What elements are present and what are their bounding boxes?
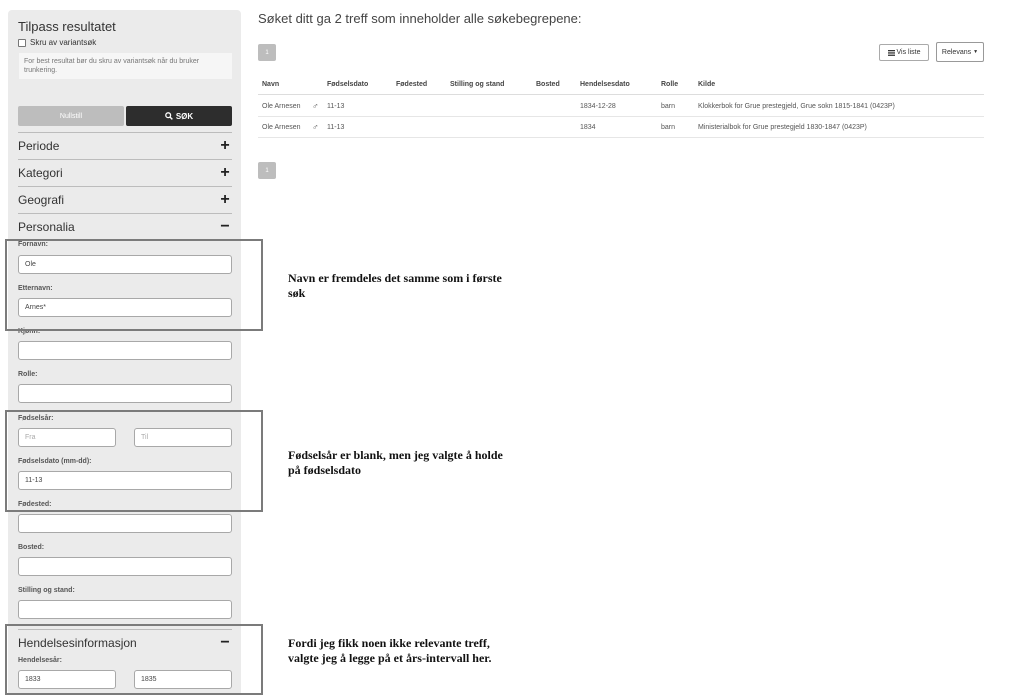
hendelsesar-to-input[interactable]: 1835 [134, 670, 232, 689]
fodselsdato-label: Fødselsdato (mm-dd): [18, 458, 92, 465]
column-header[interactable]: Hendelsesdato [580, 81, 630, 88]
rolle-label: Rolle: [18, 371, 38, 378]
filter-sidebar [8, 10, 241, 695]
section-kategori-label: Kategori [18, 165, 63, 180]
annotation-note-birth: Fødselsår er blank, men jeg valgte å holde på fødselsdato [288, 448, 503, 477]
hendelsesar-label: Hendelsesår: [18, 657, 62, 664]
bosted-label: Bosted: [18, 544, 45, 551]
pagination-page-1-bottom[interactable]: 1 [258, 162, 276, 179]
result-birthdate: 11-13 [327, 123, 345, 131]
annotation-frame-event [5, 624, 263, 695]
list-view-label: Vis liste [896, 49, 921, 56]
section-personalia[interactable] [18, 213, 232, 239]
plus-icon[interactable]: + [220, 163, 230, 181]
etternavn-input[interactable]: Arnes* [18, 298, 232, 317]
annotation-frame-birth [5, 410, 263, 512]
fornavn-label: Fornavn: [18, 241, 48, 248]
stilling-label: Stilling og stand: [18, 587, 75, 594]
pagination-page-1[interactable]: 1 [258, 44, 276, 61]
section-personalia-label: Personalia [18, 219, 75, 234]
plus-icon[interactable]: + [220, 190, 230, 208]
minus-icon[interactable]: − [220, 633, 230, 651]
results-heading: Søket ditt ga 2 treff som inneholder alle søkebegrepene: [258, 11, 582, 26]
variant-label: Skru av variantsøk [30, 38, 97, 47]
result-role: barn [661, 102, 676, 110]
fodselsar-label: Fødselsår: [18, 415, 54, 422]
section-hendelse-label: Hendelsesinformasjon [18, 635, 137, 650]
plus-icon[interactable]: + [220, 136, 230, 154]
column-header[interactable]: Fødested [396, 81, 428, 88]
section-periode[interactable] [18, 132, 232, 158]
annotation-note-name: Navn er fremdeles det samme som i første søk [288, 271, 502, 300]
table-row[interactable] [258, 117, 984, 138]
kjonn-input[interactable] [18, 341, 232, 360]
section-periode-label: Periode [18, 138, 60, 153]
result-name[interactable]: Ole Arnesen [262, 123, 301, 131]
table-row[interactable] [258, 96, 984, 117]
fodested-label: Fødested: [18, 501, 52, 508]
column-header[interactable]: Rolle [661, 81, 679, 88]
fornavn-input[interactable]: Ole [18, 255, 232, 274]
results-table-header [258, 75, 984, 95]
sidebar-title: Tilpass resultatet [18, 19, 116, 34]
column-header[interactable]: Kilde [698, 81, 716, 88]
search-button-label: SØK [175, 111, 194, 121]
fodested-input[interactable] [18, 514, 232, 533]
male-icon: ♂ [312, 101, 319, 111]
list-icon [888, 50, 895, 56]
rolle-input[interactable] [18, 384, 232, 403]
variant-hint: For best resultat bør du skru av variantsøk når du bruker trunkering. [19, 53, 232, 79]
stilling-input[interactable] [18, 600, 232, 619]
result-role: barn [661, 123, 676, 131]
fodselsar-from-input[interactable]: Fra [18, 428, 116, 447]
sort-dropdown[interactable] [936, 42, 984, 62]
list-view-button[interactable] [879, 44, 929, 61]
column-header[interactable]: Navn [262, 81, 280, 88]
variant-search-toggle[interactable] [18, 38, 96, 47]
caret-down-icon: ▼ [973, 49, 979, 55]
column-header[interactable]: Bosted [536, 81, 560, 88]
result-source[interactable]: Klokkerbok for Grue prestegjeld, Grue sokn 1815-1841 (0423P) [698, 102, 895, 110]
search-button[interactable] [126, 106, 232, 126]
reset-button[interactable]: Nullstill [18, 106, 124, 126]
result-name[interactable]: Ole Arnesen [262, 102, 301, 110]
hendelsesar-from-input[interactable]: 1833 [18, 670, 116, 689]
male-icon: ♂ [312, 122, 319, 132]
result-birthdate: 11-13 [327, 102, 345, 110]
bosted-input[interactable] [18, 557, 232, 576]
etternavn-label: Etternavn: [18, 285, 53, 292]
annotation-frame-name [5, 239, 263, 331]
sort-label: Relevans [941, 48, 972, 56]
result-event-date: 1834 [580, 123, 596, 131]
section-geografi-label: Geografi [18, 192, 65, 207]
fodselsar-to-input[interactable]: Til [134, 428, 232, 447]
column-header[interactable]: Stilling og stand [450, 81, 505, 88]
result-source[interactable]: Ministerialbok for Grue prestegjeld 1830-1847 (0423P) [698, 123, 867, 131]
section-kategori[interactable] [18, 159, 232, 185]
kjonn-label: Kjønn: [18, 328, 41, 335]
fodselsdato-input[interactable]: 11-13 [18, 471, 232, 490]
variant-checkbox[interactable] [18, 39, 26, 47]
column-header[interactable]: Fødselsdato [327, 81, 369, 88]
minus-icon[interactable]: − [220, 217, 230, 235]
search-icon [165, 112, 173, 120]
result-event-date: 1834-12-28 [580, 102, 616, 110]
section-geografi[interactable] [18, 186, 232, 212]
annotation-note-event: Fordi jeg fikk noen ikke relevante treff, valgte jeg å legge på et års-intervall her. [288, 636, 492, 665]
